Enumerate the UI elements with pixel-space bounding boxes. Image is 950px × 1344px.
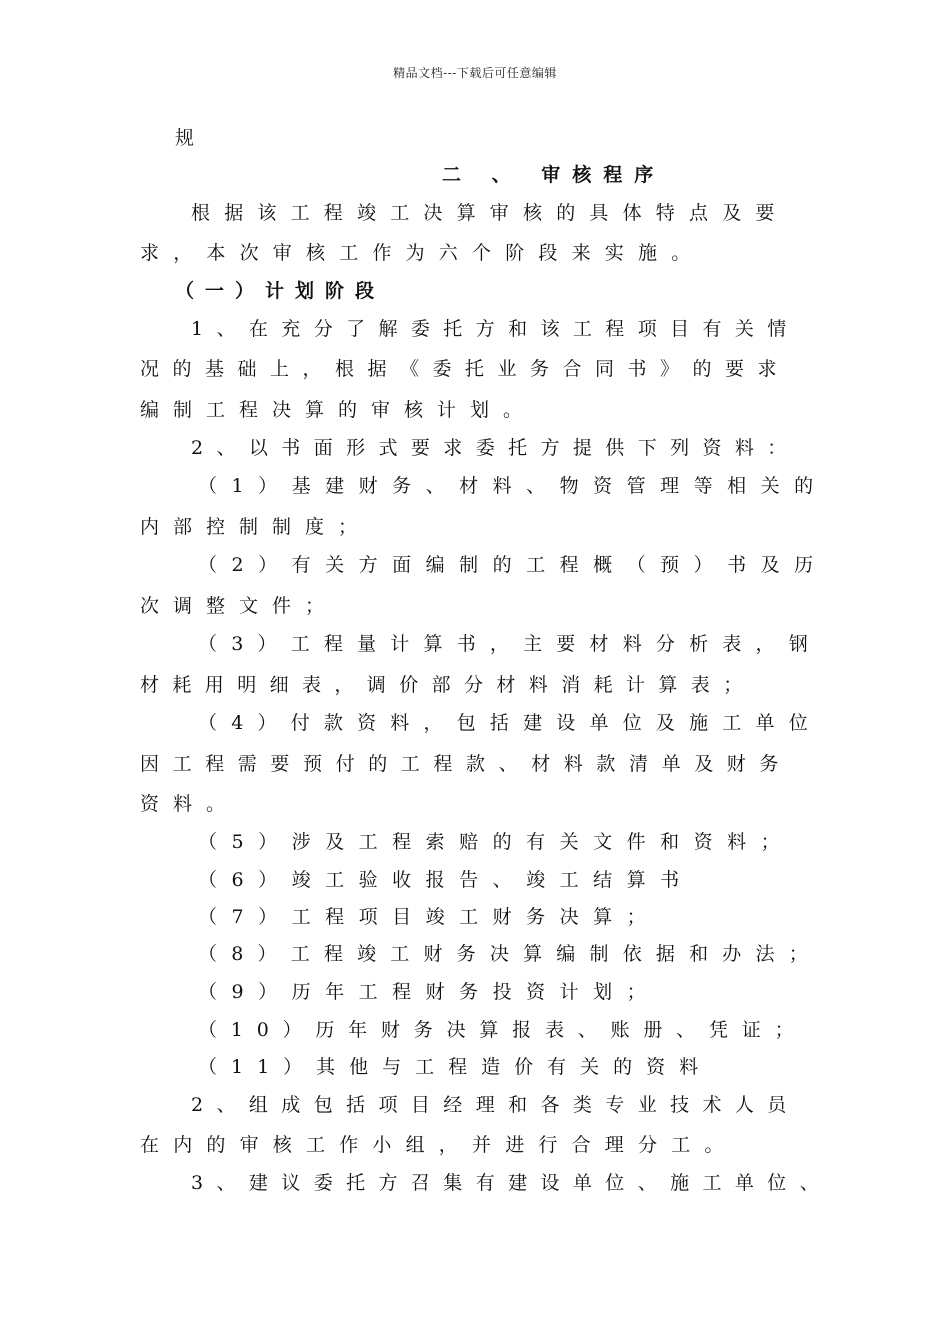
- paragraph-line: 编制工程决算的审核计划。: [140, 399, 537, 421]
- list-item-continuation: 内部控制制度；: [140, 516, 372, 538]
- paragraph-line: 1、在充分了解委托方和该工程项目有关情: [191, 318, 800, 340]
- list-item: （2）有关方面编制的工程概（预）书及历: [198, 554, 828, 576]
- list-item: （7）工程项目竣工财务决算；: [198, 906, 661, 928]
- paragraph-line: 况的基础上，根据《委托业务合同书》的要求: [140, 358, 791, 380]
- list-item: （6）竣工验收报告、竣工结算书: [198, 869, 694, 891]
- list-item-continuation: 因工程需要预付的工程款、材料款清单及财务: [140, 753, 793, 775]
- paragraph-line: 在内的审核工作小组，并进行合理分工。: [140, 1134, 738, 1156]
- list-item-continuation: 材耗用明细表，调价部分材料消耗计算表；: [140, 674, 756, 696]
- list-item: （11）其他与工程造价有关的资料: [198, 1056, 713, 1078]
- list-item-continuation: 资料。: [140, 793, 240, 815]
- paragraph-line: 3、建议委托方召集有建设单位、施工单位、: [191, 1172, 833, 1194]
- section-heading: 二 、 审核程序: [442, 164, 666, 186]
- page-header: 精品文档---下载后可任意编辑: [393, 66, 557, 80]
- paragraph-line: 2、以书面形式要求委托方提供下列资料：: [191, 437, 800, 459]
- list-item: （9）历年工程财务投资计划；: [198, 981, 661, 1003]
- list-item-continuation: 次调整文件；: [140, 595, 339, 617]
- subsection-heading: （一）计划阶段: [175, 280, 386, 302]
- text-line-fragment: 规: [175, 127, 205, 149]
- paragraph-line: 2、组成包括项目经理和各类专业技术人员: [191, 1094, 800, 1116]
- list-item: （5）涉及工程索赔的有关文件和资料；: [198, 831, 795, 853]
- list-item: （1）基建财务、材料、物资管理等相关的: [198, 475, 828, 497]
- list-item: （4）付款资料，包括建设单位及施工单位: [198, 712, 822, 734]
- list-item: （10）历年财务决算报表、账册、凭证；: [198, 1019, 808, 1041]
- paragraph-line: 根据该工程竣工决算审核的具体特点及要: [191, 202, 789, 224]
- paragraph-line: 求，本次审核工作为六个阶段来实施。: [140, 242, 705, 264]
- list-item: （3）工程量计算书，主要材料分析表，钢: [198, 633, 822, 655]
- list-item: （8）工程竣工财务决算编制依据和办法；: [198, 943, 822, 965]
